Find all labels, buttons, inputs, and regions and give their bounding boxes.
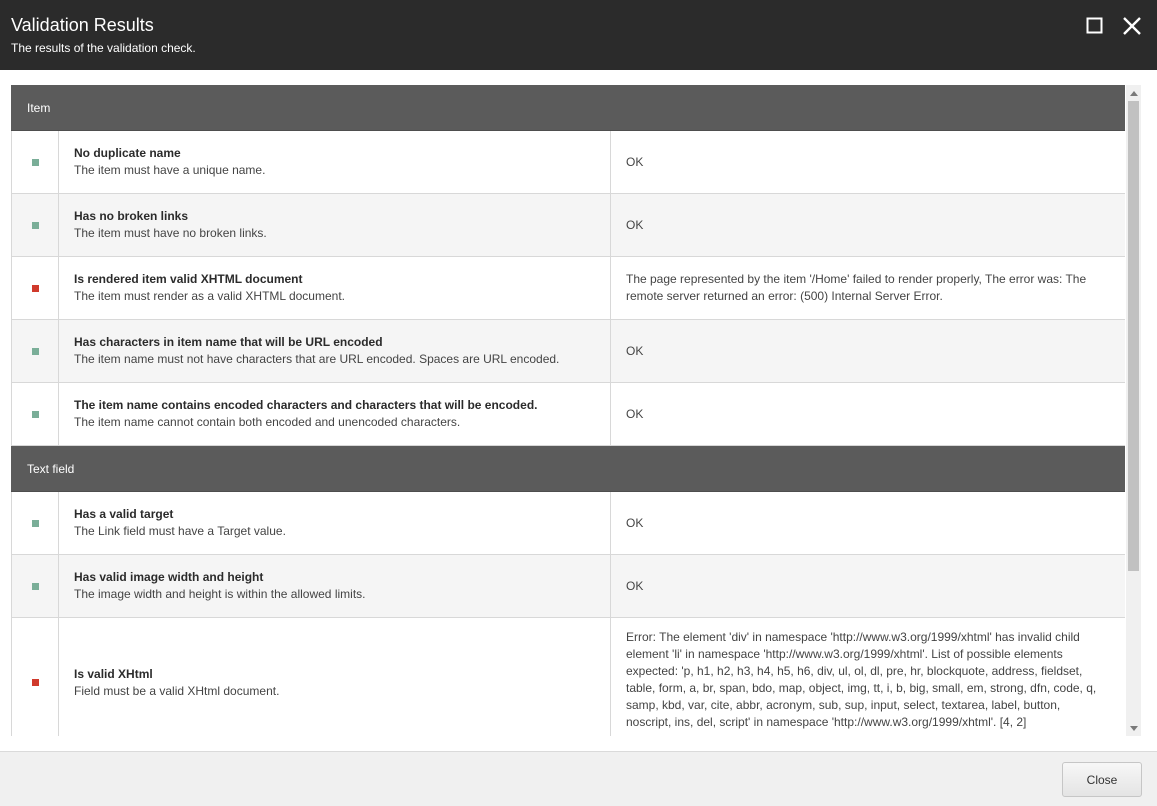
rule-title: No duplicate name [74,146,181,160]
rule-result: OK [626,578,644,593]
section-header-text-field: Text field [11,446,1125,492]
status-ok-icon [32,348,39,355]
result-line: The page represented by the item '/Home' failed to render properly, The error was: The [626,272,1087,286]
status-ok-icon [32,411,39,418]
status-ok-icon [32,222,39,229]
rule-title: Is valid XHtml [74,666,153,681]
dialog-body [0,70,1157,751]
result-line: noscript, ins, del, script' in namespace 'http://www.w3.org/1999/xhtml'. [4, 2] [626,715,1027,729]
rule-title: Has valid image width and height [74,570,264,584]
result-line: samp, kbd, var, cite, abbr, acronym, sub, sup, input, select, textarea, label, button, [626,698,1061,712]
section-header-item: Item [11,85,1125,131]
rule-title: Has a valid target [74,507,174,521]
rule-row [11,383,1125,446]
rule-title: Has no broken links [74,209,189,223]
rule-title: Has characters in item name that will be URL encoded [74,335,383,349]
dialog-subtitle: The results of the validation check. [11,41,196,55]
result-line: table, form, a, br, span, bdo, map, object, img, tt, i, b, big, small, em, strong, dfn, code, q, [626,681,1097,695]
dialog-title: Validation Results [11,15,154,35]
rule-title: The item name contains encoded characters and characters that will be encoded. [74,398,538,412]
result-line: expected: 'p, h1, h2, h3, h4, h5, h6, div, ul, ol, dl, pre, hr, blockquote, address, fieldset, [626,664,1083,678]
rule-result: OK [626,515,644,530]
rule-row [11,194,1125,257]
rule-description: The Link field must have a Target value. [74,524,286,538]
status-error-icon [32,285,39,292]
rule-row [11,131,1125,194]
rule-result [611,618,1125,736]
rule-result: OK [626,154,644,169]
results-list [11,85,1125,736]
rule-result: OK [626,217,644,232]
dialog-header [0,0,1157,70]
close-icon[interactable] [1121,15,1143,37]
dialog-footer [0,751,1157,806]
scroll-up-arrow-icon[interactable] [1130,91,1138,96]
rule-result [611,257,1125,319]
rule-row [11,257,1125,320]
maximize-icon[interactable] [1086,17,1104,35]
rule-row [11,320,1125,383]
rule-description: The item name cannot contain both encoded and unencoded characters. [74,415,461,429]
result-line: Error: The element 'div' in namespace 'http://www.w3.org/1999/xhtml' has invalid child [626,630,1080,644]
vertical-scrollbar[interactable] [1126,85,1141,736]
rule-description: Field must be a valid XHtml document. [74,683,280,698]
result-line: element 'li' in namespace 'http://www.w3.org/1999/xhtml'. List of possible elements [626,647,1063,661]
status-ok-icon [32,520,39,527]
rule-result: OK [626,343,644,358]
status-error-icon [32,679,39,686]
rule-description: The item name must not have characters that are URL encoded. Spaces are URL encoded. [74,352,560,366]
rule-description: The item must render as a valid XHTML document. [74,289,345,303]
scrollbar-thumb[interactable] [1128,101,1139,571]
rule-description: The item must have no broken links. [74,226,267,240]
close-button[interactable]: Close [1062,762,1142,797]
rule-description: The image width and height is within the allowed limits. [74,587,366,601]
rule-result: OK [626,406,644,421]
scroll-down-arrow-icon[interactable] [1130,726,1138,731]
rule-description: The item must have a unique name. [74,163,266,177]
status-ok-icon [32,159,39,166]
status-ok-icon [32,583,39,590]
rule-row [11,618,1125,736]
rule-row [11,555,1125,618]
rule-title: Is rendered item valid XHTML document [74,272,303,286]
result-line: remote server returned an error: (500) Internal Server Error. [626,289,943,303]
rule-row [11,492,1125,555]
